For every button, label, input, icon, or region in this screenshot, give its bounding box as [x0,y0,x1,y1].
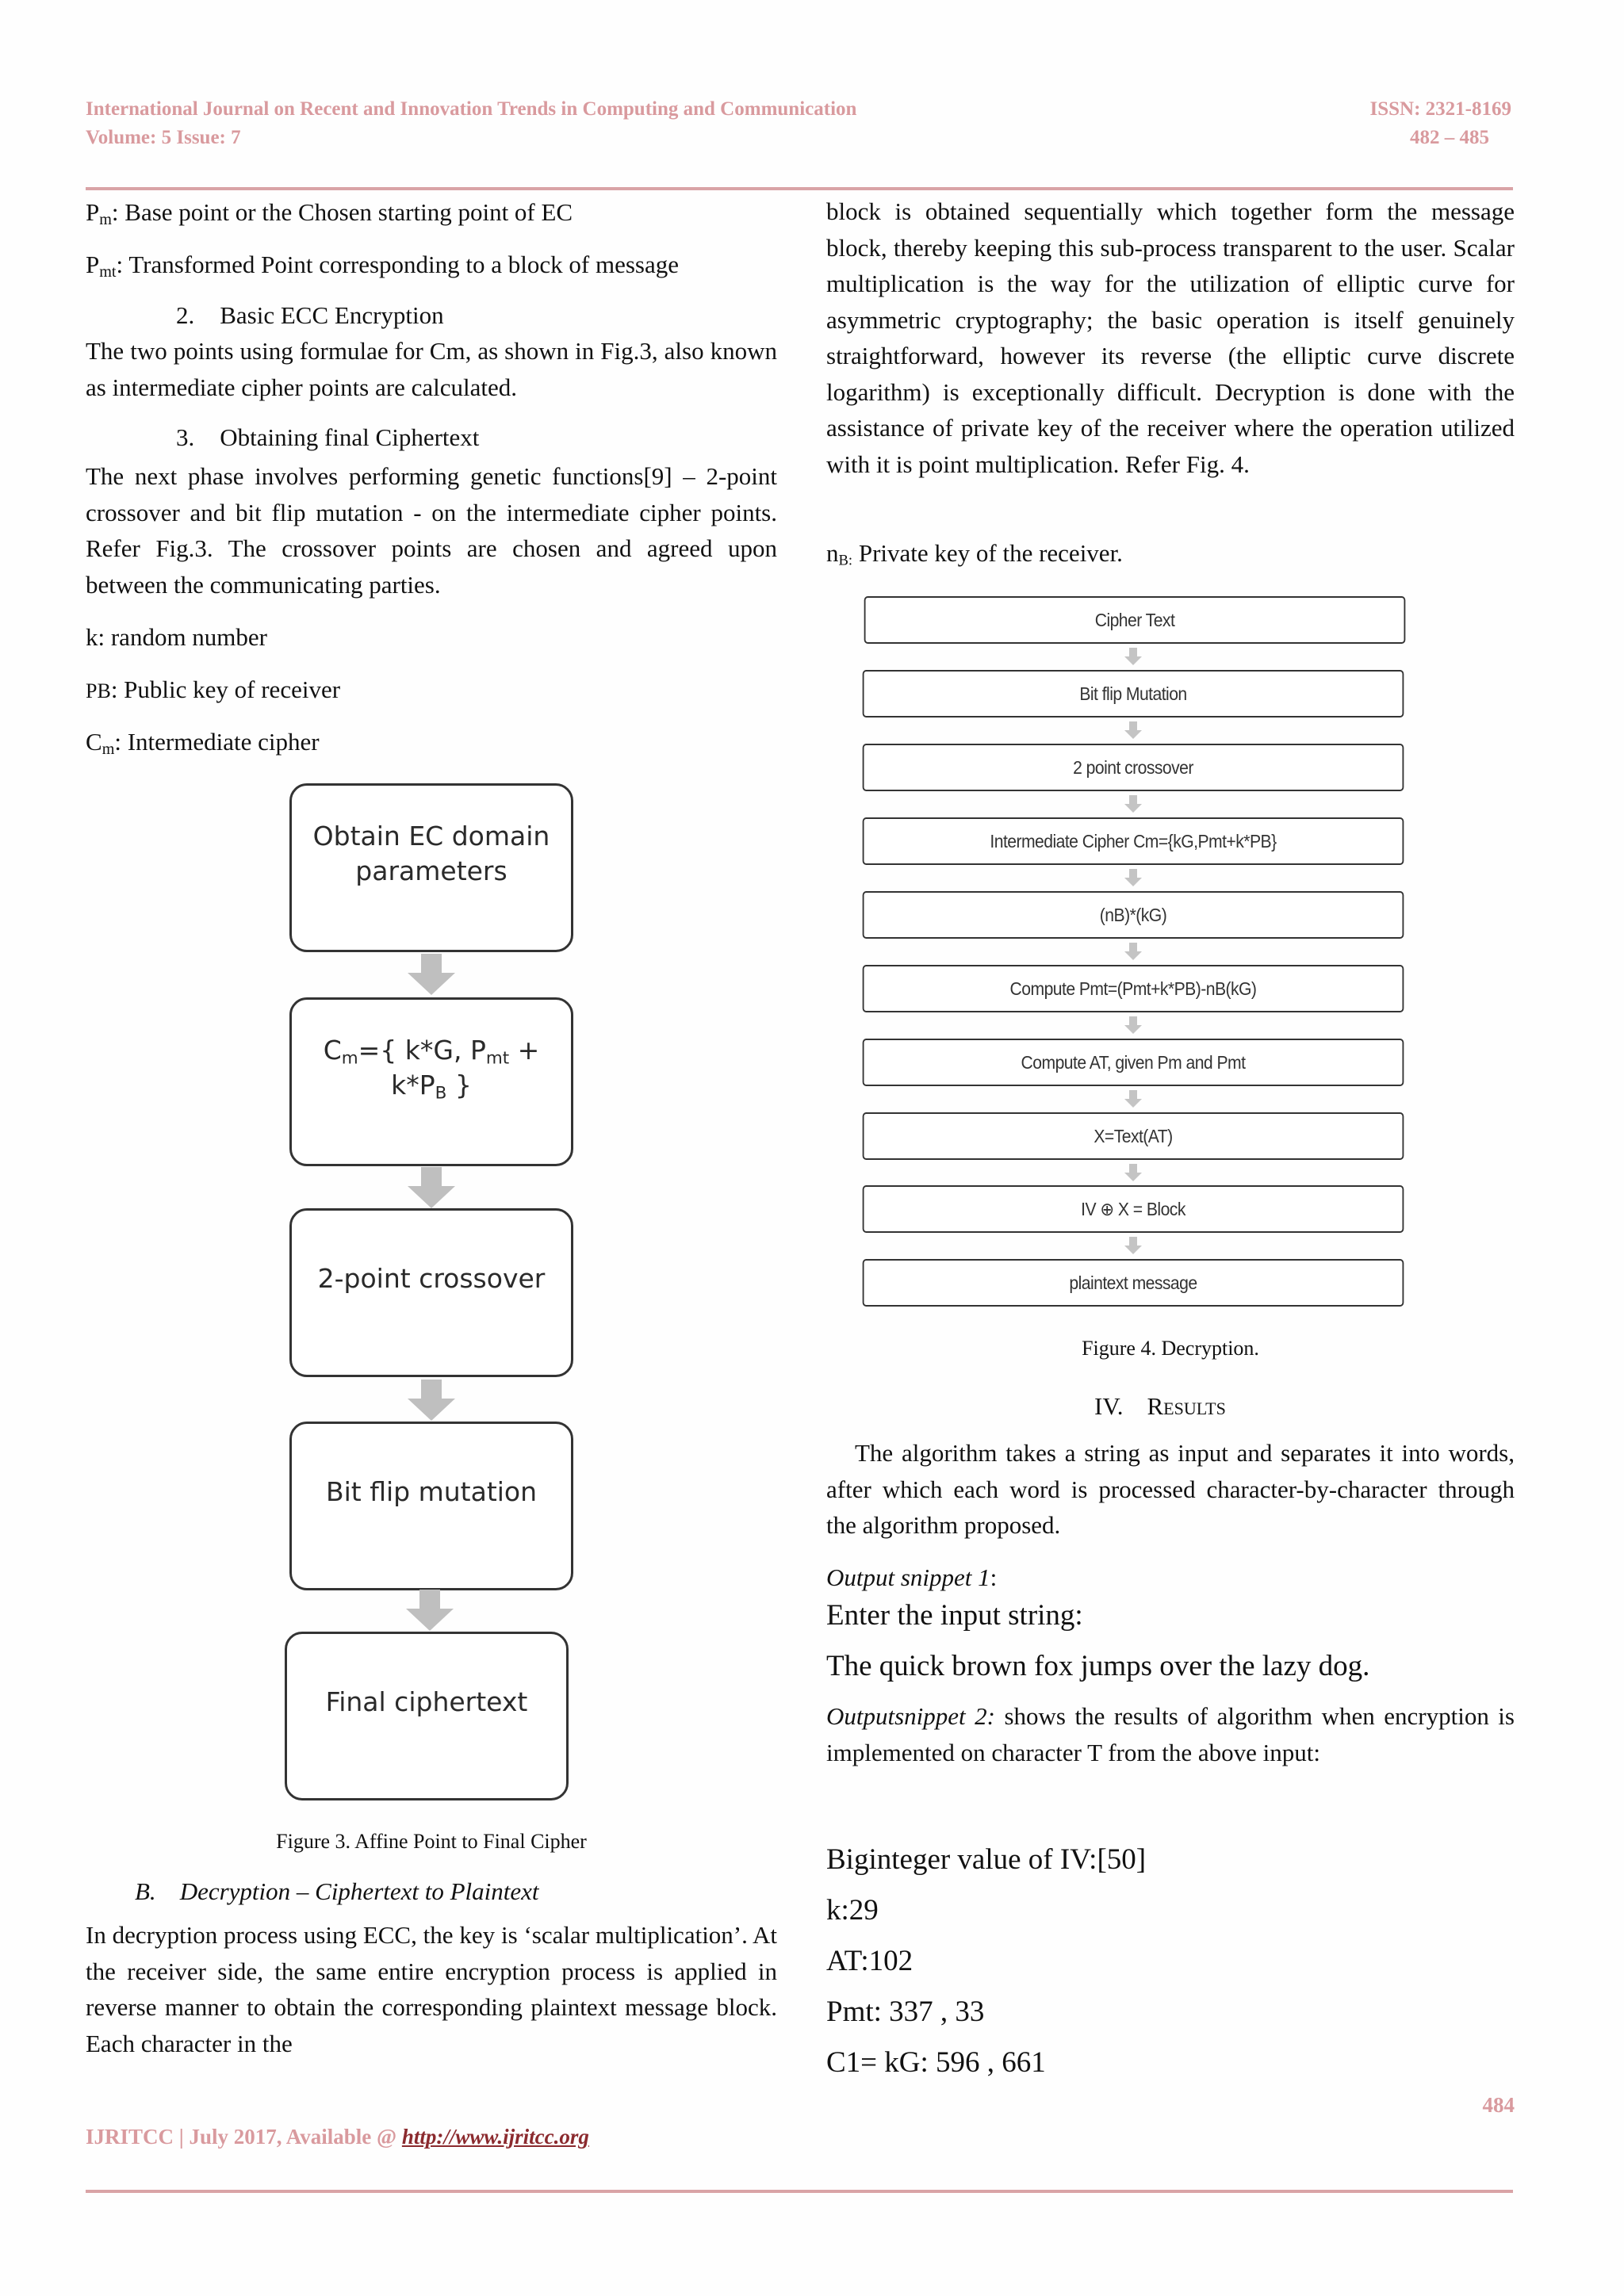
down-arrow-icon [408,1167,455,1208]
def-k: k: random number [86,623,268,651]
snippet1-line-2: The quick brown fox jumps over the lazy dog. [826,1650,1370,1682]
header-rule [86,187,1513,190]
down-arrow-icon [408,954,455,995]
fig4-box-compute-pmt: Compute Pmt=(Pmt+k*PB)-nB(kG) [863,965,1404,1012]
down-arrow-icon [1124,943,1142,960]
fig4-box-intermediate-cipher: Intermediate Cipher Cm={kG,Pmt+k*PB} [863,817,1404,865]
step2-paragraph: The two points using formulae for Cm, as shown in Fig.3, also known as intermediate cipher points are calculated. [86,337,777,401]
journal-title: International Journal on Recent and Innovation Trends in Computing and Communication [86,98,857,120]
step2-heading: 2. Basic ECC Encryption [176,301,444,329]
fig3-box-intermediate-cipher: $C_m=${ k*G, $P_{mt}$ + $k*P_B$ } [289,997,573,1166]
down-arrow-icon [1124,1090,1142,1108]
down-arrow-icon [1124,1016,1142,1034]
def-pm: $P_m$: Base point or the Chosen starting point of EC [86,198,573,229]
snippet2-line-k: k:29 [826,1894,879,1927]
fig3-box-crossover: 2-point crossover [289,1208,573,1377]
footer-text: IJRITCC | July 2017, Available @ http://www.ijritcc.org [86,2125,589,2149]
down-arrow-icon [1124,1164,1142,1181]
figure-4-caption: Figure 4. Decryption. [1082,1337,1259,1360]
fig4-box-crossover: 2 point crossover [863,744,1404,791]
journal-website-link[interactable]: http://www.ijritcc.org [401,2125,589,2149]
footer-rule [86,2190,1513,2193]
fig4-box-compute-at: Compute AT, given Pm and Pmt [863,1039,1404,1086]
results-paragraph: The algorithm takes a string as input and separates it into words, after which each word is processed character-by-character through the algorithm proposed. [826,1439,1515,1539]
fig4-box-nb-kg: (nB)*(kG) [863,891,1404,939]
fig4-box-cipher-text: Cipher Text [864,596,1406,644]
snippet1-label: Output snippet 1: [826,1563,998,1591]
snippet2-line-c1: C1= kG: 596 , 661 [826,2046,1046,2079]
section-b-heading: B. Decryption – Ciphertext to Plaintext [135,1877,539,1905]
down-arrow-icon [408,1380,455,1421]
def-pb: PB: Public key of receiver [86,675,341,703]
down-arrow-icon [1124,721,1142,739]
decryption-paragraph: block is obtained sequentially which together form the message block, thereby keeping this sub-process transparent to the user. Scalar multiplication is the way for the utilization of elliptic curve for asymmetric cryptography; the basic operation is itself genuinely straightforward, however its reverse (the elliptic curve discrete logarithm) is exceptionally difficult. Decryption is done with the assistance of private key of the receiver where the operation utilized with it is point multiplication. Refer Fig. 4. [826,197,1515,478]
volume-issue: Volume: 5 Issue: 7 [86,127,241,148]
fig4-box-plaintext: plaintext message [863,1259,1404,1307]
down-arrow-icon [1124,795,1142,813]
snippet2-line-iv: Biginteger value of IV:[50] [826,1843,1147,1876]
section-iv-heading: IV. Results [1094,1392,1226,1420]
down-arrow-icon [1124,869,1142,886]
snippet1-line-1: Enter the input string: [826,1599,1083,1632]
fig4-box-text-at: X=Text(AT) [863,1112,1404,1160]
def-pmt: $P_{mt}$: Transformed Point corresponding to a block of message [86,251,679,281]
section-b-paragraph: In decryption process using ECC, the key is ‘scalar multiplication’. At the receiver side, the same entire encryption process is applied in reverse manner to obtain the corresponding plaintext message block. Each character in the [86,1921,777,2057]
down-arrow-icon [1124,648,1142,665]
fig3-box-final-ciphertext: Final ciphertext [285,1632,569,1800]
snippet2-line-pmt: Pmt: 337 , 33 [826,1996,985,2028]
snippet2-line-at: AT:102 [826,1945,914,1977]
page-number: 484 [1482,2093,1515,2117]
fig4-box-iv-xor: IV ⊕ X = Block [863,1185,1404,1233]
snippet2-paragraph: Outputsnippet 2: shows the results of algorithm when encryption is implemented on character T from the above input: [826,1702,1515,1766]
figure-3-caption: Figure 3. Affine Point to Final Cipher [276,1830,587,1853]
def-cm: $C_m$: Intermediate cipher [86,728,320,759]
page-range: 482 – 485 [1410,127,1489,148]
down-arrow-icon [406,1590,454,1631]
fig3-box-mutation: Bit flip mutation [289,1422,573,1590]
fig4-box-bit-flip: Bit flip Mutation [863,670,1404,718]
fig3-box-domain-params: Obtain EC domain parameters [289,783,573,952]
issn: ISSN: 2321-8169 [1369,98,1511,120]
step3-heading: 3. Obtaining final Ciphertext [176,423,480,451]
def-nb: $n_{B:}$ Private key of the receiver. [826,539,1123,569]
down-arrow-icon [1124,1237,1142,1254]
step3-paragraph: The next phase involves performing genetic functions[9] – 2-point crossover and bit flip mutation - on the intermediate cipher points. Refer Fig.3. The crossover points are chosen and agreed upon between the communicating parties. [86,462,777,599]
